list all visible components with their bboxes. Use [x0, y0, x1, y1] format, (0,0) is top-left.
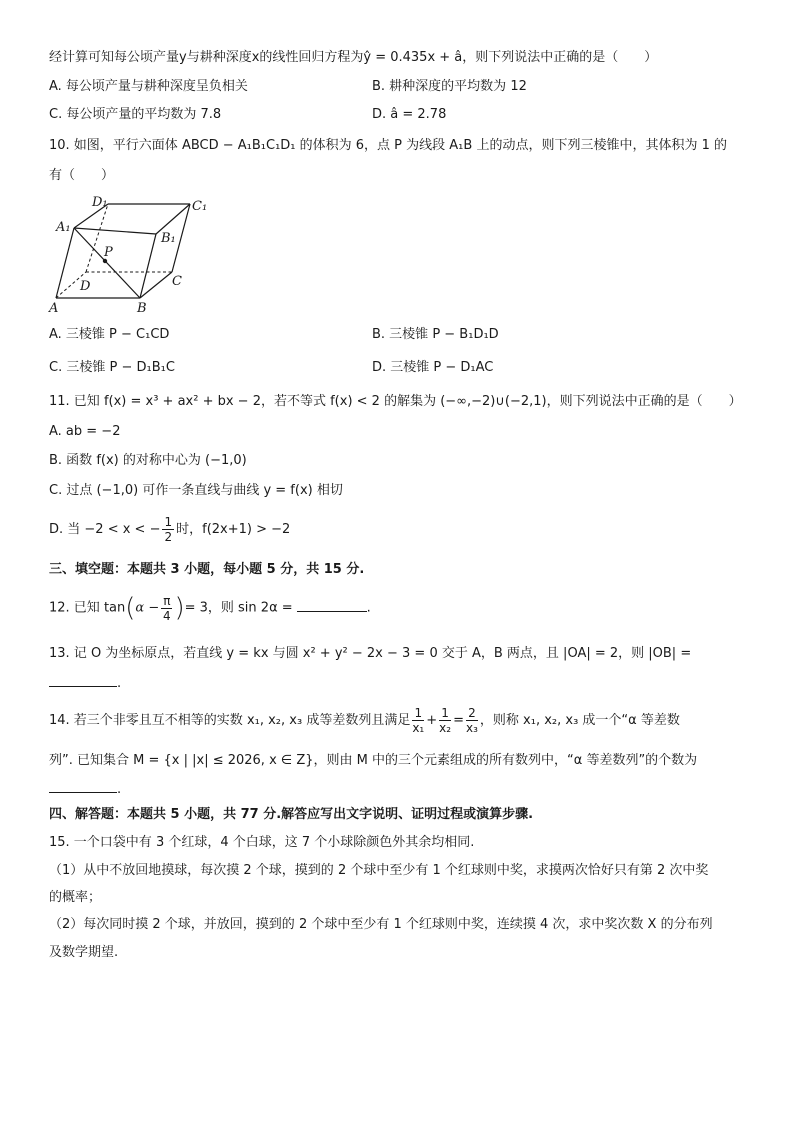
fraction-numerator: 1: [164, 515, 173, 529]
q14-suffix: ，则称 x₁, x₂, x₃ 成一个“α 等差数: [479, 713, 680, 728]
q14-prefix: 14. 若三个非零且互不相等的实数 x₁, x₂, x₃ 成等差数列且满足: [49, 713, 411, 728]
q12-prefix: 12. 已知 tan: [49, 600, 126, 616]
q14-end: .: [117, 782, 122, 797]
label-c1: C₁: [192, 199, 208, 214]
q11-option-c: C. 过点 (−1,0) 可作一条直线与曲线 y = f(x) 相切: [49, 483, 343, 498]
q11-stem: 11. 已知 f(x) = x³ + ax² + bx − 2，若不等式 f(x) < 2 的解集为 (−∞,−2)∪(−2,1)，则下列说法中正确的是（ ）: [49, 394, 742, 409]
q11-option-d-suffix: 时，f(2x+1) > −2: [176, 522, 291, 537]
fraction-denominator: x₂: [439, 721, 452, 735]
edge-bc: [140, 272, 172, 298]
fraction-denominator: x₁: [412, 721, 425, 735]
q9-option-b: B. 耕种深度的平均数为 12: [372, 79, 527, 94]
answer-blank: [49, 780, 117, 793]
q15-part2-line1: （2）每次同时摸 2 个球，并放回，摸到的 2 个球中至少有 1 个红球则中奖，连续摸 4 次，求中奖次数 X 的分布列: [49, 917, 713, 932]
label-a: A: [49, 301, 59, 316]
q13-answer-line: [49, 674, 121, 694]
q12-end: .: [366, 600, 371, 616]
q12-inner: α −: [135, 600, 160, 616]
parallelepiped-figure: [44, 190, 214, 320]
q11-option-b: B. 函数 f(x) 的对称中心为 (−1,0): [49, 453, 247, 468]
section-4-heading: 四、解答题：本题共 5 小题，共 77 分.解答应写出文字说明、证明过程或演算步骤.: [49, 807, 534, 822]
fraction-pi-over-4: [161, 594, 172, 623]
fraction-denominator: 4: [163, 608, 171, 623]
label-d1: D₁: [92, 195, 108, 210]
fraction-numerator: 1: [412, 706, 424, 721]
q9-option-d: D. â = 2.78: [372, 107, 447, 122]
q15-part2-line2: 及数学期望.: [49, 945, 119, 960]
label-a1: A₁: [56, 220, 71, 235]
section-3-heading: 三、填空题：本题共 3 小题，每小题 5 分，共 15 分.: [49, 562, 365, 577]
label-b1: B₁: [161, 231, 176, 246]
label-c: C: [172, 274, 182, 289]
q12: [49, 590, 371, 627]
q14-line2: 列”. 已知集合 M = {x | |x| ≤ 2026, x ∈ Z}，则由 M 中的三个元素组成的所有数列中，“α 等差数列”的个数为: [49, 753, 698, 768]
answer-blank: [49, 674, 117, 687]
fraction-numerator: 1: [439, 706, 451, 721]
q14-answer-line: [49, 780, 121, 800]
edge-aa1: [56, 228, 74, 298]
q10-option-b: B. 三棱锥 P − B₁D₁D: [372, 327, 499, 342]
label-p: P: [104, 245, 113, 260]
fraction-denominator: 2: [164, 530, 173, 544]
q15-part1-line1: （1）从中不放回地摸球，每次摸 2 个球，摸到的 2 个球中至少有 1 个红球则中奖，求摸两次恰好只有第 2 次中奖: [49, 863, 709, 878]
q9-stem: 经计算可知每公顷产量y与耕种深度x的线性回归方程为ŷ = 0.435x + â，则下列说法中正确的是（ ）: [49, 50, 658, 65]
fraction-numerator: 2: [466, 706, 478, 721]
q11-option-a: A. ab = −2: [49, 424, 121, 439]
edge-b1c1: [156, 204, 190, 234]
q11-option-d-prefix: D. 当 −2 < x < −: [49, 522, 161, 537]
fraction-numerator: π: [163, 593, 171, 608]
q9-option-c: C. 每公顷产量的平均数为 7.8: [49, 107, 222, 122]
edge-bb1: [140, 234, 156, 298]
q15-stem: 15. 一个口袋中有 3 个红球，4 个白球，这 7 个小球除颜色外其余均相同.: [49, 835, 475, 850]
q10-option-a: A. 三棱锥 P − C₁CD: [49, 327, 170, 342]
q13-end: .: [117, 676, 122, 691]
fraction-1-over-x1: [412, 706, 424, 735]
q14-line1: [49, 702, 680, 740]
fraction-denominator: x₃: [465, 721, 478, 735]
q13-stem: 13. 记 O 为坐标原点，若直线 y = kx 与圆 x² + y² − 2x − 3 = 0 交于 A，B 两点，且 |OA| = 2，则 |OB| =: [49, 646, 692, 661]
q11-option-d: [49, 512, 290, 548]
fraction-one-half: [162, 515, 174, 544]
q12-suffix: = 3，则 sin 2α =: [184, 600, 293, 616]
label-d: D: [80, 279, 91, 294]
equals-sign: =: [453, 713, 464, 728]
fraction-1-over-x2: [439, 706, 451, 735]
plus-sign: +: [426, 713, 438, 728]
q10-stem-line1: 10. 如图，平行六面体 ABCD − A₁B₁C₁D₁ 的体积为 6，点 P 为线段 A₁B 上的动点，则下列三棱锥中，其体积为 1 的: [49, 138, 727, 153]
q9-option-a: A. 每公顷产量与耕种深度呈负相关: [49, 79, 248, 94]
q10-stem-line2: 有（ ）: [49, 168, 115, 183]
answer-blank: [297, 599, 367, 612]
q10-option-d: D. 三棱锥 P − D₁AC: [372, 360, 494, 375]
q15-part1-line2: 的概率；: [49, 890, 102, 905]
right-paren: ): [174, 593, 185, 623]
label-b: B: [137, 301, 147, 316]
q10-option-c: C. 三棱锥 P − D₁B₁C: [49, 360, 175, 375]
edge-a1b1: [74, 228, 156, 234]
left-paren: (: [125, 593, 136, 623]
fraction-2-over-x3: [466, 706, 478, 735]
